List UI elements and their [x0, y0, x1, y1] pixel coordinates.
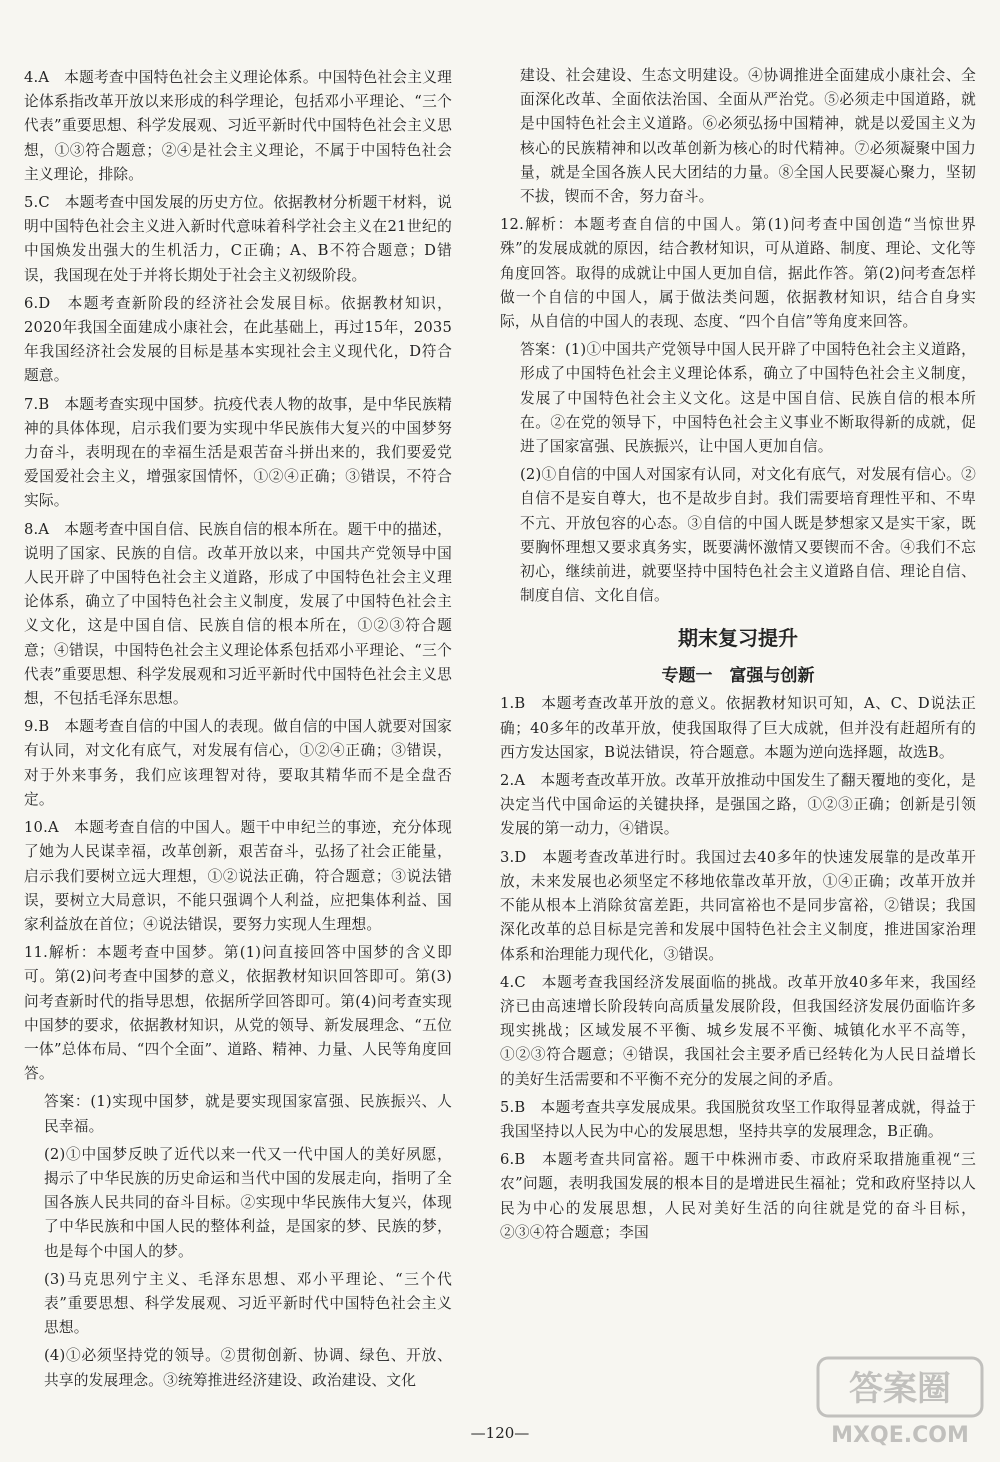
- answer-item-11-answer-1: 答案：(1)实现中国梦，就是要实现国家富强、民族振兴、人民幸福。: [44, 1093, 452, 1135]
- review-item-4: 4.C 本题考查我国经济发展面临的挑战。改革开放40多年来，我国经济已由高速增长阶段转向高质量发展阶段，但我国经济发展仍面临许多现实挑战；区域发展不平衡、城乡发展不平衡、城镇化水平不高等，①②③符合题意；④错误，我国社会主要矛盾已经转化为人民日益增长的美好生活需要和不平衡不充分的发展之间的矛盾。: [500, 973, 976, 1088]
- answer-item-11-analysis: 11.解析：本题考查中国梦。第(1)问直接回答中国梦的含义即可。第(2)问考查中国梦的意义，依据教材知识回答即可。第(3)问考查新时代的指导思想，依据所学回答即可。第(4)问考查实现中国梦的要求，依据教材知识，从党的领导、新发展理念、“五位一体”总体布局、“四个全面”、道路、精神、力量、人民等角度回答。: [24, 944, 452, 1083]
- review-item-6: 6.B 本题考查共同富裕。题干中株洲市委、市政府采取措施重视“三农”问题，表明我国发展的根本目的是增进民生福祉；党和政府坚持以人民为中心的发展思想，人民对美好生活的向往就是党的奋斗目标，②③④符合题意；李国: [500, 1151, 976, 1241]
- right-column: [500, 64, 976, 1249]
- section-title: 期末复习提升: [678, 626, 798, 651]
- stamp-icon: [812, 1352, 988, 1452]
- answer-item-11-answer-3: (3)马克思列宁主义、毛泽东思想、邓小平理论、“三个代表”重要思想、科学发展观、习近平新时代中国特色社会主义思想。: [44, 1270, 452, 1337]
- section-subtitle: 专题一 富强与创新: [661, 666, 815, 687]
- answer-item-6: 6.D 本题考查新阶段的经济社会发展目标。依据教材知识，2020年我国全面建成小康社会，在此基础上，再过15年，2035年我国经济社会发展的目标是基本实现社会主义现代化，D符合题意。: [24, 294, 452, 385]
- watermark-text-bottom: MXQE.COM: [831, 1423, 969, 1448]
- answer-item-4: 4.A 本题考查中国特色社会主义理论体系。中国特色社会主义理论体系指改革开放以来形成的科学理论，包括邓小平理论、“三个代表”重要思想、科学发展观、习近平新时代中国特色社会主义思想，①③符合题意；②④是社会主义理论，不属于中国特色社会主义理论，排除。: [24, 69, 452, 183]
- answer-item-9: 9.B 本题考查自信的中国人的表现。做自信的中国人就要对国家有认同，对文化有底气，对发展有信心，①②④正确；③错误，对于外来事务，我们应该理智对待，要取其精华而不是全盘否定。: [24, 718, 452, 808]
- answer-item-11-answer-4-cont: 建设、社会建设、生态文明建设。④协调推进全面建成小康社会、全面深化改革、全面依法治国、全面从严治党。⑤必须走中国道路，就是中国特色社会主义道路。⑥必须弘扬中国精神，就是以爱国主义为核心的民族精神和以改革创新为核心的时代精神。⑦必须凝聚中国力量，就是全国各族人民大团结的力量。⑧全国人民要凝心聚力，坚韧不拔，锲而不舍，努力奋斗。: [520, 67, 976, 206]
- page-number: —120—: [470, 1424, 530, 1442]
- answer-item-5: 5.C 本题考查中国发展的历史方位。依据教材分析题干材料，说明中国特色社会主义进入新时代意味着科学社会主义在21世纪的中国焕发出强大的生机活力，C正确；A、B不符合题意；D错误，我国现在处于并将长期处于社会主义初级阶段。: [24, 194, 452, 284]
- answer-item-11-answer-2: (2)①中国梦反映了近代以来一代又一代中国人的美好夙愿，揭示了中华民族的历史命运和当代中国的发展走向，指明了全国各族人民共同的奋斗目标。②实现中华民族伟大复兴，体现了中华民族和中国人民的整体利益，是国家的梦、民族的梦，也是每个中国人的梦。: [44, 1145, 452, 1260]
- review-item-1: 1.B 本题考查改革开放的意义。依据教材知识可知，A、C、D说法正确；40多年的改革开放，使我国取得了巨大成就，但并没有赶超所有的西方发达国家，B说法错误，符合题意。本题为逆向选择题，故选B。: [500, 695, 976, 761]
- review-item-2: 2.A 本题考查改革开放。改革开放推动中国发生了翻天覆地的变化，是决定当代中国命运的关键抉择，是强国之路，①②③正确；创新是引领发展的第一动力，④错误。: [500, 772, 976, 838]
- answer-item-12-answer-1: 答案：(1)①中国共产党领导中国人民开辟了中国特色社会主义道路，形成了中国特色社会主义理论体系，确立了中国特色社会主义制度，发展了中国特色社会主义文化。这是中国自信、民族自信的根本所在。②在党的领导下，中国特色社会主义事业不断取得新的成就，促进了国家富强、民族振兴，让中国人更加自信。: [520, 341, 976, 456]
- answer-item-7: 7.B 本题考查实现中国梦。抗疫代表人物的故事，是中华民族精神的具体体现，启示我们要为实现中华民族伟大复兴的中国梦努力奋斗，表明现在的幸福生活是艰苦奋斗拼出来的，我们要爱党爱国爱社会主义，增强家国情怀，①②④正确；③错误，不符合实际。: [24, 395, 452, 510]
- watermark-text-top: 答案圈: [849, 1369, 951, 1409]
- answer-item-8: 8.A 本题考查中国自信、民族自信的根本所在。题干中的描述，说明了国家、民族的自信。改革开放以来，中国共产党领导中国人民开辟了中国特色社会主义道路，形成了中国特色社会主义理论体系，确立了中国特色社会主义制度，发展了中国特色社会主义文化，这是中国自信、民族自信的根本所在，①②③符合题意；④错误，中国特色社会主义理论体系包括邓小平理论、“三个代表”重要思想、科学发展观和习近平新时代中国特色社会主义思想，不包括毛泽东思想。: [24, 520, 452, 708]
- review-item-5: 5.B 本题考查共享发展成果。我国脱贫攻坚工作取得显著成就，得益于我国坚持以人民为中心的发展思想，坚持共享的发展理念，B正确。: [500, 1098, 976, 1140]
- answer-item-11-answer-4: (4)①必须坚持党的领导。②贯彻创新、协调、绿色、开放、共享的发展理念。③统筹推进经济建设、政治建设、文化: [44, 1347, 452, 1389]
- answer-item-10: 10.A 本题考查自信的中国人。题干中申纪兰的事迹，充分体现了她为人民谋幸福，改革创新，艰苦奋斗，弘扬了社会正能量，启示我们要树立远大理想，①②说法正确，符合题意；③说法错误，要树立大局意识，不能只强调个人利益，应把集体利益、国家利益放在首位；④说法错误，要努力实现人生理想。: [24, 819, 452, 933]
- answer-item-12-answer-2: (2)①自信的中国人对国家有认同，对文化有底气，对发展有信心。②自信不是妄自尊大，也不是故步自封。我们需要培育理性平和、不卑不亢、开放包容的心态。③自信的中国人既是梦想家又是实干家，既要胸怀理想又要求真务实，既要满怀激情又要锲而不舍。④我们不忘初心，继续前进，就要坚持中国特色社会主义道路自信、理论自信、制度自信、文化自信。: [520, 466, 976, 605]
- review-item-3: 3.D 本题考查改革进行时。我国过去40多年的快速发展靠的是改革开放，未来发展也必须坚定不移地依靠改革开放，①④正确；改革开放并不能从根本上消除贫富差距，共同富裕也不是同步富裕，②错误；我国深化改革的总目标是完善和发展中国特色社会主义制度，推进国家治理体系和治理能力现代化，③错误。: [500, 848, 976, 963]
- answer-item-12-analysis: 12.解析：本题考查自信的中国人。第(1)问考查中国创造“当惊世界殊”的发展成就的原因，结合教材知识，可从道路、制度、理论、文化等角度回答。取得的成就让中国人更加自信，据此作答。第(2)问考查怎样做一个自信的中国人，属于做法类问题，依据教材知识，结合自身实际，从自信的中国人的表现、态度、“四个自信”等角度来回答。: [500, 216, 976, 331]
- left-column: [24, 66, 452, 1397]
